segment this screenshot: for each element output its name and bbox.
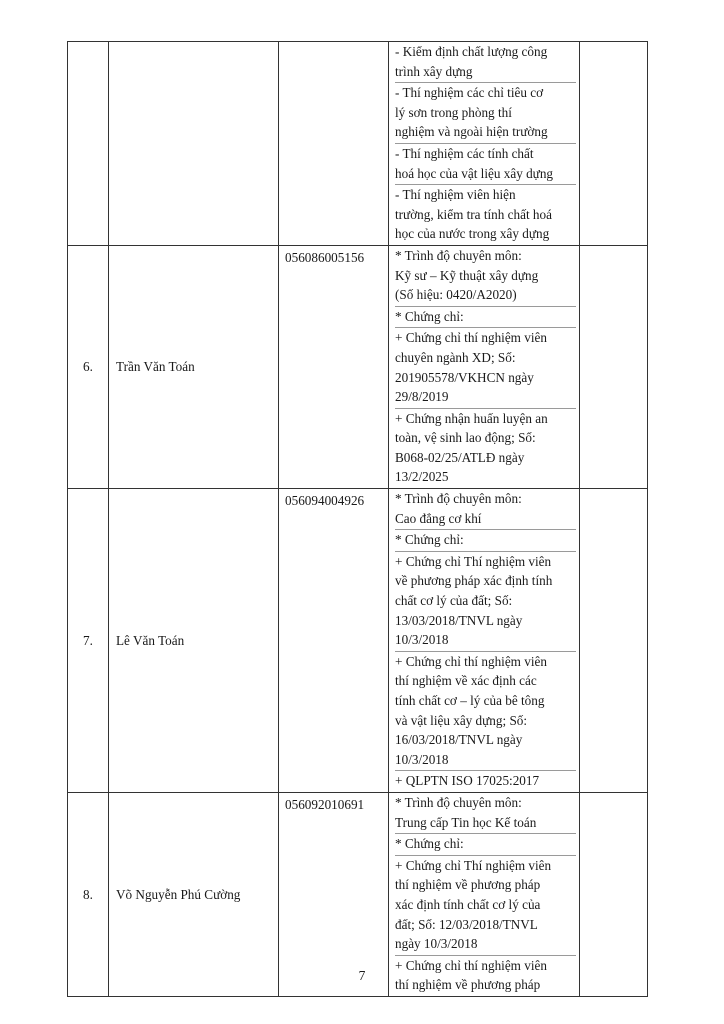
row-number: 8. (68, 792, 109, 996)
qualification-line: - Thí nghiệm các tính chất (395, 145, 534, 161)
person-name (109, 42, 279, 246)
qualification-line: thí nghiệm về phương pháp (395, 877, 541, 893)
qualification-line: lý sơn trong phòng thí (395, 104, 512, 120)
citizen-id (279, 42, 389, 246)
qualification-line: + Chứng chỉ Thí nghiệm viên (395, 553, 552, 569)
remarks-cell (580, 489, 648, 793)
qualification-line: * Chứng chỉ: (395, 308, 464, 324)
citizen-id: 056094004926 (279, 489, 389, 793)
qualification-line: * Chứng chỉ: (395, 532, 464, 548)
qualification-block (395, 855, 576, 955)
qualification-line: ngày 10/3/2018 (395, 936, 478, 952)
qualification-line: + QLPTN ISO 17025:2017 (395, 773, 540, 789)
qualification-line: đất; Số: 12/03/2018/TNVL (395, 916, 538, 932)
qualification-line: xác định tính chất cơ lý của (395, 896, 541, 912)
citizen-id: 056092010691 (279, 792, 389, 996)
table-row (68, 489, 648, 793)
row-number (68, 42, 109, 246)
personnel-table-body (68, 42, 648, 997)
qualification-line: - Kiểm định chất lượng công (395, 44, 548, 59)
qualification-block (395, 184, 576, 245)
page-number: 7 (358, 968, 366, 983)
qualification-cell (389, 42, 580, 246)
qualification-line: * Trình độ chuyên môn: (395, 794, 522, 810)
qualification-line: Cao đẳng cơ khí (395, 510, 482, 526)
qualification-line: tính chất cơ – lý của bê tông (395, 693, 545, 708)
qualification-line: trường, kiểm tra tính chất hoá (395, 206, 552, 222)
qualification-block (395, 489, 576, 529)
qualification-line: * Trình độ chuyên môn: (395, 491, 522, 507)
qualification-line: chuyên ngành XD; Số: (395, 349, 516, 365)
qualification-block (395, 408, 576, 488)
row-number: 7. (68, 489, 109, 793)
qualification-block (395, 82, 576, 143)
remarks-cell (580, 792, 648, 996)
personnel-table (67, 41, 648, 997)
qualification-line: nghiệm và ngoài hiện trường (395, 124, 548, 140)
qualification-line: 201905578/VKHCN ngày (395, 369, 534, 385)
qualification-line: * Trình độ chuyên môn: (395, 247, 522, 263)
qualification-line: + Chứng nhận huấn luyện an (395, 410, 548, 426)
qualification-line: toàn, vệ sinh lao động; Số: (395, 430, 536, 446)
qualification-line: về phương pháp xác định tính (395, 573, 553, 589)
person-name: Võ Nguyễn Phú Cường (109, 792, 279, 996)
qualification-block (395, 42, 576, 82)
qualification-cell (389, 792, 580, 996)
qualification-cell (389, 245, 580, 488)
qualification-block (395, 327, 576, 407)
row-number: 6. (68, 245, 109, 488)
qualification-block (395, 529, 576, 551)
qualification-block (395, 833, 576, 855)
qualification-block (395, 143, 576, 184)
qualification-line: (Số hiệu: 0420/A2020) (395, 287, 517, 303)
qualification-block (395, 770, 576, 792)
qualification-block (395, 306, 576, 328)
qualification-line: 13/2/2025 (395, 469, 449, 485)
person-name: Lê Văn Toán (109, 489, 279, 793)
table-row (68, 42, 648, 246)
qualification-line: * Chứng chỉ: (395, 836, 464, 852)
qualification-line: học của nước trong xây dựng (395, 226, 550, 242)
qualification-line: - Thí nghiệm các chỉ tiêu cơ (395, 85, 544, 101)
qualification-line: - Thí nghiệm viên hiện (395, 187, 516, 203)
qualification-line: chất cơ lý của đất; Số: (395, 593, 513, 609)
qualification-line: + Chứng chỉ thí nghiệm viên (395, 653, 547, 669)
table-row (68, 245, 648, 488)
qualification-cell (389, 489, 580, 793)
qualification-line: Kỹ sư – Kỹ thuật xây dựng (395, 267, 539, 283)
qualification-line: 10/3/2018 (395, 632, 449, 648)
qualification-line: Trung cấp Tin học Kế toán (395, 814, 537, 830)
qualification-line: 29/8/2019 (395, 389, 449, 405)
remarks-cell (580, 245, 648, 488)
qualification-line: trình xây dựng (395, 63, 473, 79)
citizen-id: 056086005156 (279, 245, 389, 488)
qualification-line: và vật liệu xây dựng; Số: (395, 712, 528, 728)
qualification-line: hoá học của vật liệu xây dựng (395, 165, 554, 181)
qualification-line: B068-02/25/ATLĐ ngày (395, 449, 525, 465)
qualification-line: 16/03/2018/TNVL ngày (395, 732, 523, 748)
qualification-line: 10/3/2018 (395, 751, 449, 767)
qualification-line: + Chứng chỉ Thí nghiệm viên (395, 857, 552, 873)
person-name: Trần Văn Toán (109, 245, 279, 488)
qualification-line: + Chứng chỉ thí nghiệm viên (395, 957, 547, 973)
qualification-line: thí nghiệm về phương pháp (395, 977, 541, 993)
qualification-block (395, 246, 576, 306)
qualification-line: + Chứng chỉ thí nghiệm viên (395, 330, 547, 346)
qualification-block (395, 793, 576, 833)
qualification-block (395, 651, 576, 771)
qualification-line: 13/03/2018/TNVL ngày (395, 612, 523, 628)
qualification-block (395, 551, 576, 651)
qualification-line: thí nghiệm về xác định các (395, 673, 537, 689)
remarks-cell (580, 42, 648, 246)
table-row (68, 792, 648, 996)
